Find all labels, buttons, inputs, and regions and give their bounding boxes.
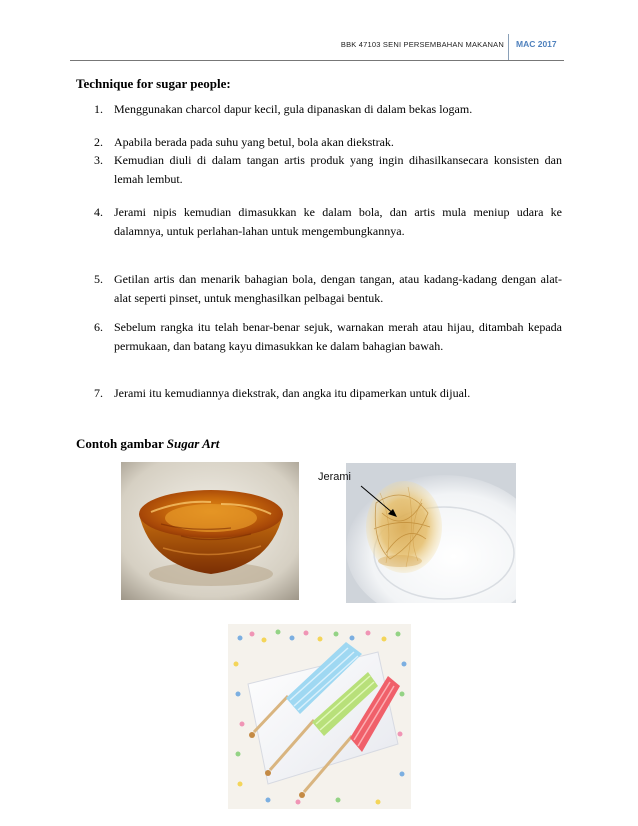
step-text: Jerami itu kemudiannya diekstrak, dan angka itu dipamerkan untuk dijual. (114, 386, 471, 400)
step-number: 3. (94, 153, 103, 167)
step-number: 7. (94, 386, 103, 400)
step-text: Apabila berada pada suhu yang betul, bola akan diekstrak. (114, 135, 394, 149)
step-text: Kemudian diuli di dalam tangan artis produk yang ingin dihasilkansecara konsisten dan lemah lembut. (114, 153, 562, 186)
step-item (94, 133, 562, 152)
examples-heading-text: Contoh gambar (76, 436, 167, 451)
header-date: MAC 2017 (516, 39, 557, 49)
step-number: 5. (94, 272, 103, 286)
photo-spun-sugar-plate (346, 463, 516, 603)
step-text: Jerami nipis kemudian dimasukkan ke dalam bola, dan artis mula meniup udara ke dalamnya, untuk perlahan-lahan untuk mengembungkannya. (114, 205, 562, 238)
step-item (94, 270, 562, 308)
step-number: 2. (94, 135, 103, 149)
section-heading-technique: Technique for sugar people: (76, 76, 231, 91)
photo-sugar-bowl (121, 462, 299, 600)
step-text: Sebelum rangka itu telah benar-benar sejuk, warnakan merah atau hijau, ditambah kepada permukaan, dan batang kayu dimasukkan ke dalam bahagian bawah. (114, 320, 562, 353)
section-heading-examples (76, 436, 219, 452)
step-text: Menggunakan charcol dapur kecil, gula dipanaskan di dalam bekas logam. (114, 102, 473, 116)
step-number: 6. (94, 320, 103, 334)
step-item (94, 384, 562, 403)
header-rule (70, 60, 564, 61)
step-item (94, 318, 562, 356)
photo-rock-candy-sticks (228, 624, 411, 809)
step-item (94, 100, 562, 119)
step-number: 1. (94, 102, 103, 116)
step-text: Getilan artis dan menarik bahagian bola, dengan tangan, atau kadang-kadang dengan alat-alat seperti pinset, untuk menghasilkan pelbagai bentuk. (114, 272, 562, 305)
header-divider (508, 34, 509, 60)
step-item (94, 203, 562, 241)
step-item (94, 151, 562, 189)
page-header (0, 34, 638, 64)
jerami-label: Jerami (318, 471, 352, 483)
header-course-title: BBK 47103 SENI PERSEMBAHAN MAKANAN (340, 40, 504, 49)
examples-heading-italic: Sugar Art (166, 436, 220, 451)
step-number: 4. (94, 205, 103, 219)
